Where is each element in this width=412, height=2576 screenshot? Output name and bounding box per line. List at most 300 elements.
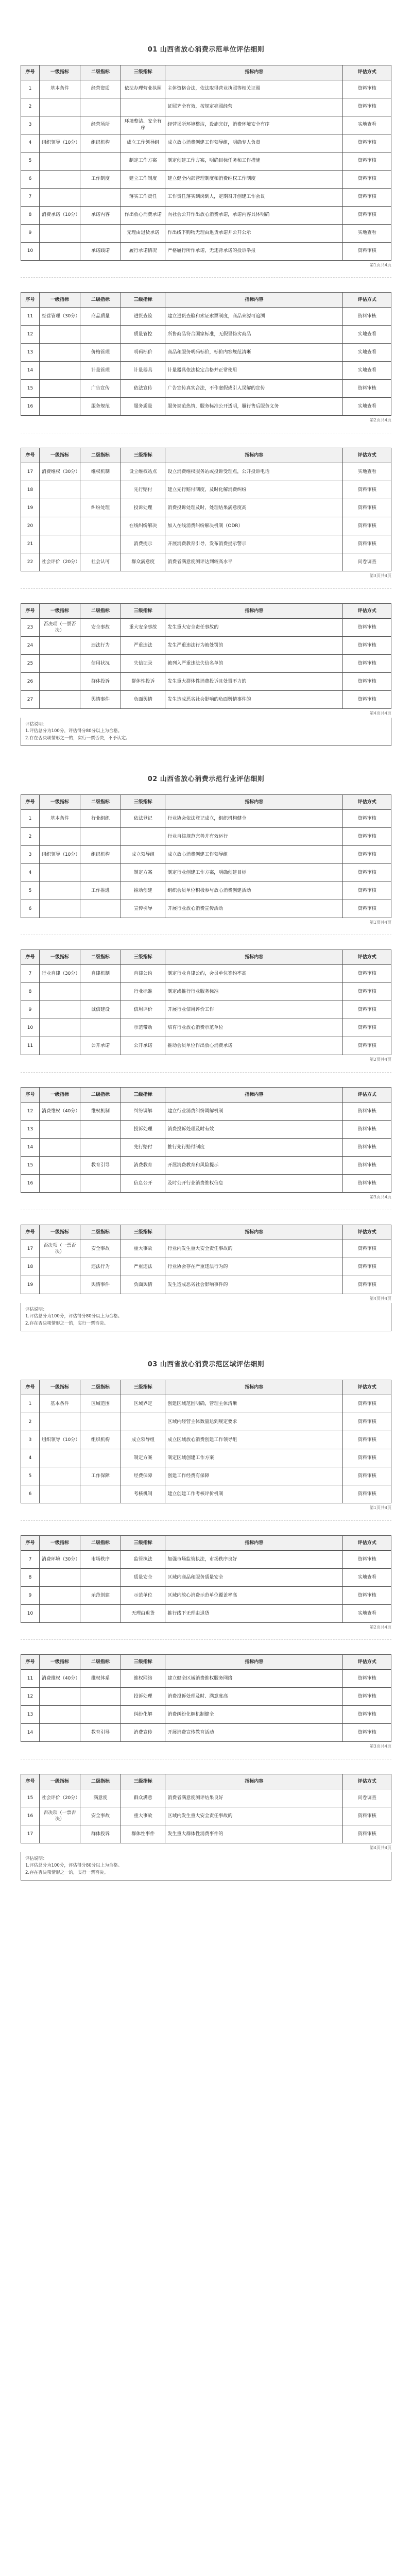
table-cell [39, 983, 80, 1001]
table-cell: 失信记录 [121, 654, 165, 672]
table-cell: 资料审核 [343, 900, 391, 918]
table-cell: 及时公开行业消费维权信息 [165, 1175, 343, 1193]
evaluation-notes [21, 718, 391, 746]
table-cell: 建立健全区域消费维权服务网络 [165, 1670, 343, 1688]
note-line: 2.存在否决项情形之一的，实行一票否决，不予认定。 [25, 735, 130, 741]
table-cell: 1 [21, 809, 40, 827]
table-cell [80, 1121, 121, 1139]
table-cell [39, 1001, 80, 1019]
table-cell [80, 1568, 121, 1586]
column-header: 二级指标 [80, 448, 121, 463]
table-row [21, 1121, 391, 1139]
table-cell [80, 983, 121, 1001]
table-cell: 维权机制 [80, 463, 121, 481]
table-row [21, 1258, 391, 1276]
table-row [21, 80, 391, 98]
table-cell: 向社会公开作出放心消费承诺，承诺内容具体明确 [165, 206, 343, 224]
table-cell: 15 [21, 1789, 40, 1807]
table-cell: 资料审核 [343, 1706, 391, 1724]
table-cell [39, 1604, 80, 1622]
table-cell [80, 1604, 121, 1622]
column-header: 指标内容 [165, 448, 343, 463]
page-number: 第4页共4页 [369, 1296, 391, 1301]
table-cell: 先行赔付 [121, 1139, 165, 1157]
table-cell: 4 [21, 1449, 40, 1467]
table-cell: 资料审核 [343, 1395, 391, 1413]
table-cell [39, 1139, 80, 1157]
table-row [21, 398, 391, 416]
table-cell: 资料审核 [343, 1688, 391, 1706]
column-header: 三级指标 [121, 1535, 165, 1550]
table-cell: 社会评价（20分） [39, 1789, 80, 1807]
column-header: 指标内容 [165, 794, 343, 809]
table-cell: 消费投诉处理及时有效 [165, 1121, 343, 1139]
note-line: 评估说明： [25, 721, 47, 727]
table-cell: 广告宣传 [80, 380, 121, 398]
note-line: 2.存在否决项情形之一的，实行一票否决。 [25, 1320, 109, 1326]
table-cell: 经营场所 [80, 116, 121, 134]
table-cell [39, 398, 80, 416]
section-title: 02 山西省放心消费示范行业评估细则 [147, 775, 265, 784]
table-cell: 资料审核 [343, 863, 391, 882]
table-row [21, 1001, 391, 1019]
table-cell: 资料审核 [343, 1139, 391, 1157]
table-cell [80, 326, 121, 344]
table-cell [39, 380, 80, 398]
table-cell: 13 [21, 1121, 40, 1139]
table-cell: 资料审核 [343, 80, 391, 98]
table-cell: 资料审核 [343, 1670, 391, 1688]
table-cell: 被列入严重违法失信名单的 [165, 654, 343, 672]
table-cell [39, 499, 80, 517]
column-header: 指标内容 [165, 1535, 343, 1550]
table-cell: 违法行为 [80, 636, 121, 654]
table-cell: 依法宣传 [121, 380, 165, 398]
column-header: 指标内容 [165, 1655, 343, 1670]
table-row [21, 1395, 391, 1413]
table-cell: 消费者满意度测评达到较高水平 [165, 553, 343, 571]
table-cell: 12 [21, 1688, 40, 1706]
table-cell: 制定或推行行业服务标准 [165, 983, 343, 1001]
table-cell: 成立工作领导组 [121, 134, 165, 152]
column-header: 二级指标 [80, 950, 121, 965]
table-cell: 资料审核 [343, 1413, 391, 1431]
table-cell: 资料审核 [343, 535, 391, 553]
table-row [21, 863, 391, 882]
table-cell: 资料审核 [343, 1550, 391, 1568]
column-header: 二级指标 [80, 603, 121, 618]
table-cell: 工作制度 [80, 170, 121, 188]
column-header: 序号 [21, 1774, 40, 1789]
table-cell: 否决项（一票否决） [39, 1240, 80, 1258]
table-header-row [21, 603, 391, 618]
table-cell: 资料审核 [343, 499, 391, 517]
table-row [21, 326, 391, 344]
column-header: 三级指标 [121, 603, 165, 618]
table-cell: 推动创建 [121, 882, 165, 900]
table-cell [39, 116, 80, 134]
table-cell: 14 [21, 362, 40, 380]
table-cell: 消费投诉处理及时、满意度高 [165, 1688, 343, 1706]
table-cell: 工作保障 [80, 1467, 121, 1485]
table-cell: 消费维权（30分） [39, 463, 80, 481]
column-header: 评估方式 [343, 293, 391, 308]
table-cell: 资料审核 [343, 983, 391, 1001]
table-cell: 无理由退货承诺 [121, 224, 165, 242]
table-row [21, 900, 391, 918]
table-cell: 2 [21, 1413, 40, 1431]
table-cell [80, 481, 121, 499]
table-cell: 资料审核 [343, 672, 391, 690]
table-cell: 13 [21, 1706, 40, 1724]
column-header: 评估方式 [343, 794, 391, 809]
table-row [21, 224, 391, 242]
table-cell: 3 [21, 116, 40, 134]
table-row [21, 1688, 391, 1706]
table-cell [39, 827, 80, 845]
table-cell: 经营资质 [80, 80, 121, 98]
table-cell: 舆情事件 [80, 1276, 121, 1294]
table-cell: 无理由退货 [121, 1604, 165, 1622]
column-header: 三级指标 [121, 1655, 165, 1670]
table-cell: 信用状况 [80, 654, 121, 672]
table-cell: 实地查看 [343, 344, 391, 362]
table-cell: 群众满意度 [121, 553, 165, 571]
table-cell: 5 [21, 882, 40, 900]
table-cell: 商品质量 [80, 308, 121, 326]
table-cell: 经费保障 [121, 1467, 165, 1485]
table-cell: 资料审核 [343, 1001, 391, 1019]
table-cell: 资料审核 [343, 1724, 391, 1742]
table-cell [39, 1413, 80, 1431]
table-cell: 23 [21, 618, 40, 636]
table-cell: 计量管理 [80, 362, 121, 380]
page-number: 第1页共4页 [369, 1505, 391, 1510]
column-header: 评估方式 [343, 950, 391, 965]
table-cell: 资料审核 [343, 170, 391, 188]
table-cell: 资料审核 [343, 690, 391, 708]
table-cell: 发生造成恶劣社会影响的负面舆情事件的 [165, 690, 343, 708]
criteria-table [21, 292, 391, 416]
table-cell [39, 224, 80, 242]
table-cell [80, 98, 121, 116]
table-cell: 建立进货查验和索证索票制度，商品来源可追溯 [165, 308, 343, 326]
table-cell: 开展行业放心消费宣传活动 [165, 900, 343, 918]
column-header: 指标内容 [165, 1225, 343, 1240]
column-header: 指标内容 [165, 293, 343, 308]
table-cell: 21 [21, 535, 40, 553]
table-cell: 纠纷调解 [121, 1103, 165, 1121]
table-cell: 推动会员单位作出放心消费承诺 [165, 1037, 343, 1055]
column-header: 指标内容 [165, 1088, 343, 1103]
column-header: 三级指标 [121, 1774, 165, 1789]
table-cell: 重大事故 [121, 1807, 165, 1825]
table-header-row [21, 293, 391, 308]
table-cell: 消费投诉处理及时，处理结果满意度高 [165, 499, 343, 517]
column-header: 三级指标 [121, 1380, 165, 1395]
table-cell: 3 [21, 845, 40, 863]
table-cell: 18 [21, 1258, 40, 1276]
table-cell [39, 1121, 80, 1139]
table-cell: 纠纷处理 [80, 499, 121, 517]
table-row [21, 1240, 391, 1258]
table-cell: 消费宣传 [121, 1724, 165, 1742]
table-cell: 社会认可 [80, 553, 121, 571]
column-header: 序号 [21, 1535, 40, 1550]
column-header: 指标内容 [165, 1380, 343, 1395]
criteria-table [21, 950, 391, 1055]
table-cell: 作出放心消费承诺 [121, 206, 165, 224]
table-cell: 群众满意 [121, 1789, 165, 1807]
table-cell: 1 [21, 80, 40, 98]
column-header: 评估方式 [343, 448, 391, 463]
table-cell: 维权机制 [80, 1103, 121, 1121]
table-cell: 实地查看 [343, 116, 391, 134]
table-cell: 工作推进 [80, 882, 121, 900]
table-cell: 群体投诉 [80, 672, 121, 690]
table-cell: 消费纠纷化解机制健全 [165, 1706, 343, 1724]
table-cell [39, 98, 80, 116]
column-header: 三级指标 [121, 65, 165, 80]
table-cell: 发生重大群体性消费投诉且处置不力的 [165, 672, 343, 690]
criteria-table [21, 1087, 391, 1193]
table-cell: 加强市场监管执法，市场秩序良好 [165, 1550, 343, 1568]
table-cell: 18 [21, 481, 40, 499]
table-cell: 在线纠纷解决 [121, 517, 165, 535]
table-cell [39, 1688, 80, 1706]
column-header: 指标内容 [165, 950, 343, 965]
table-cell: 创建工作经费有保障 [165, 1467, 343, 1485]
table-cell: 投诉处理 [121, 1688, 165, 1706]
table-cell: 发生重大安全责任事故的 [165, 618, 343, 636]
table-cell [80, 1413, 121, 1431]
note-line: 1.评估总分为100分，评估得分80分以上为合格。 [25, 1863, 123, 1869]
table-cell: 培育行业放心消费示范单位 [165, 1019, 343, 1037]
table-cell: 7 [21, 1550, 40, 1568]
column-header: 序号 [21, 950, 40, 965]
table-cell [80, 224, 121, 242]
table-cell: 资料审核 [343, 1825, 391, 1843]
table-row [21, 1604, 391, 1622]
table-cell: 消费承诺（10分） [39, 206, 80, 224]
table-row [21, 344, 391, 362]
table-cell: 考核机制 [121, 1485, 165, 1503]
table-row [21, 1276, 391, 1294]
table-cell: 公开承诺 [121, 1037, 165, 1055]
table-cell: 制定工作方案 [121, 152, 165, 170]
table-cell [39, 1825, 80, 1843]
table-cell: 实地查看 [343, 1604, 391, 1622]
page-number: 第3页共4页 [369, 573, 391, 579]
table-cell: 资料审核 [343, 152, 391, 170]
table-row [21, 965, 391, 983]
table-cell: 成立领导组 [121, 845, 165, 863]
table-cell [39, 188, 80, 206]
table-cell: 资料审核 [343, 98, 391, 116]
table-cell: 10 [21, 1019, 40, 1037]
table-cell: 11 [21, 1670, 40, 1688]
column-header: 评估方式 [343, 1774, 391, 1789]
table-cell: 9 [21, 224, 40, 242]
table-cell: 实地查看 [343, 1568, 391, 1586]
table-header-row [21, 1655, 391, 1670]
table-cell: 9 [21, 1001, 40, 1019]
document-body [21, 4, 391, 1880]
table-cell: 先行赔付 [121, 481, 165, 499]
table-row [21, 618, 391, 636]
table-cell: 问卷调查 [343, 553, 391, 571]
table-cell [121, 1413, 165, 1431]
table-cell: 实地查看 [343, 398, 391, 416]
table-cell: 安全事故 [80, 618, 121, 636]
page-divider [21, 1064, 391, 1073]
table-row [21, 827, 391, 845]
table-cell: 区域内商品和服务质量安全 [165, 1568, 343, 1586]
table-cell: 制定方案 [121, 1449, 165, 1467]
table-cell: 组织机构 [80, 845, 121, 863]
table-cell: 资料审核 [343, 1240, 391, 1258]
table-row [21, 1431, 391, 1449]
page-divider [21, 1201, 391, 1210]
table-cell: 行业自律（30分） [39, 965, 80, 983]
table-cell: 严格履行所作承诺，无违背承诺的投诉举报 [165, 242, 343, 260]
table-cell: 依法办理营业执照 [121, 80, 165, 98]
table-cell [39, 690, 80, 708]
column-header: 序号 [21, 1088, 40, 1103]
table-cell [39, 863, 80, 882]
table-row [21, 380, 391, 398]
table-cell [39, 481, 80, 499]
table-cell: 资料审核 [343, 1258, 391, 1276]
table-row [21, 1485, 391, 1503]
section-title: 01 山西省放心消费示范单位评估细则 [147, 46, 265, 54]
table-cell: 10 [21, 1604, 40, 1622]
table-cell: 发生造成恶劣社会影响事件的 [165, 1276, 343, 1294]
criteria-table [21, 1654, 391, 1742]
table-row [21, 1175, 391, 1193]
table-cell: 组织领导（10分） [39, 1431, 80, 1449]
table-cell: 区域内发生重大安全责任事故的 [165, 1807, 343, 1825]
page-number: 第4页共4页 [369, 710, 391, 716]
table-cell [80, 827, 121, 845]
table-cell: 资料审核 [343, 206, 391, 224]
column-header: 二级指标 [80, 1088, 121, 1103]
evaluation-notes [21, 1852, 391, 1880]
column-header: 二级指标 [80, 1225, 121, 1240]
table-cell: 实地查看 [343, 326, 391, 344]
table-row [21, 672, 391, 690]
table-row [21, 690, 391, 708]
table-cell: 行业内发生重大安全责任事故的 [165, 1240, 343, 1258]
table-row [21, 983, 391, 1001]
table-row [21, 308, 391, 326]
table-cell: 12 [21, 326, 40, 344]
table-row [21, 1724, 391, 1742]
table-cell [39, 1037, 80, 1055]
table-cell: 消费环境（30分） [39, 1550, 80, 1568]
column-header: 二级指标 [80, 65, 121, 80]
table-cell [39, 170, 80, 188]
table-cell: 实地查看 [343, 224, 391, 242]
table-cell: 区域范围 [80, 1395, 121, 1413]
table-cell: 15 [21, 380, 40, 398]
table-cell [39, 1485, 80, 1503]
column-header: 评估方式 [343, 1535, 391, 1550]
table-cell: 资料审核 [343, 242, 391, 260]
table-cell: 行业协会依法登记成立，组织机构健全 [165, 809, 343, 827]
note-line: 评估说明： [25, 1856, 47, 1862]
column-header: 一级指标 [39, 794, 80, 809]
table-cell: 示范带动 [121, 1019, 165, 1037]
table-cell [39, 1724, 80, 1742]
table-cell: 资料审核 [343, 517, 391, 535]
table-cell [121, 98, 165, 116]
criteria-table [21, 1380, 391, 1503]
table-row [21, 116, 391, 134]
table-cell: 示范单位 [121, 1586, 165, 1604]
table-cell: 舆情事件 [80, 690, 121, 708]
table-cell [39, 1276, 80, 1294]
note-line: 1.评估总分为100分，评估得分80分以上为合格。 [25, 728, 123, 734]
table-cell: 8 [21, 983, 40, 1001]
table-cell: 市场秩序 [80, 1550, 121, 1568]
table-row [21, 553, 391, 571]
table-cell: 资料审核 [343, 965, 391, 983]
table-cell: 资料审核 [343, 636, 391, 654]
column-header: 评估方式 [343, 1655, 391, 1670]
table-cell: 14 [21, 1139, 40, 1157]
table-cell: 4 [21, 863, 40, 882]
table-cell: 26 [21, 672, 40, 690]
table-row [21, 481, 391, 499]
table-cell: 7 [21, 188, 40, 206]
table-cell: 17 [21, 1240, 40, 1258]
criteria-table [21, 1774, 391, 1843]
evaluation-notes [21, 1303, 391, 1331]
table-row [21, 170, 391, 188]
table-cell: 证照齐全有效，按规定亮照经营 [165, 98, 343, 116]
table-cell: 消费教育 [121, 1157, 165, 1175]
criteria-table [21, 603, 391, 709]
table-cell [80, 152, 121, 170]
table-cell: 商品和服务明码标价，标价内容规范清晰 [165, 344, 343, 362]
table-cell: 区域界定 [121, 1395, 165, 1413]
table-cell: 资料审核 [343, 1121, 391, 1139]
table-cell: 2 [21, 827, 40, 845]
column-header: 二级指标 [80, 794, 121, 809]
table-header-row [21, 1088, 391, 1103]
table-header-row [21, 448, 391, 463]
table-cell: 制定方案 [121, 863, 165, 882]
column-header: 三级指标 [121, 1225, 165, 1240]
table-cell: 进货查验 [121, 308, 165, 326]
table-header-row [21, 65, 391, 80]
table-row [21, 1670, 391, 1688]
table-cell: 群体性事件 [121, 1825, 165, 1843]
table-cell [39, 242, 80, 260]
table-cell: 实地查看 [343, 362, 391, 380]
table-cell: 重大事故 [121, 1240, 165, 1258]
page-number: 第3页共4页 [369, 1195, 391, 1200]
table-cell: 制定区域创建工作方案 [165, 1449, 343, 1467]
table-row [21, 1019, 391, 1037]
table-cell: 资料审核 [343, 618, 391, 636]
table-cell: 落实工作责任 [121, 188, 165, 206]
table-cell: 3 [21, 1431, 40, 1449]
column-header: 序号 [21, 448, 40, 463]
column-header: 三级指标 [121, 293, 165, 308]
table-row [21, 1139, 391, 1157]
